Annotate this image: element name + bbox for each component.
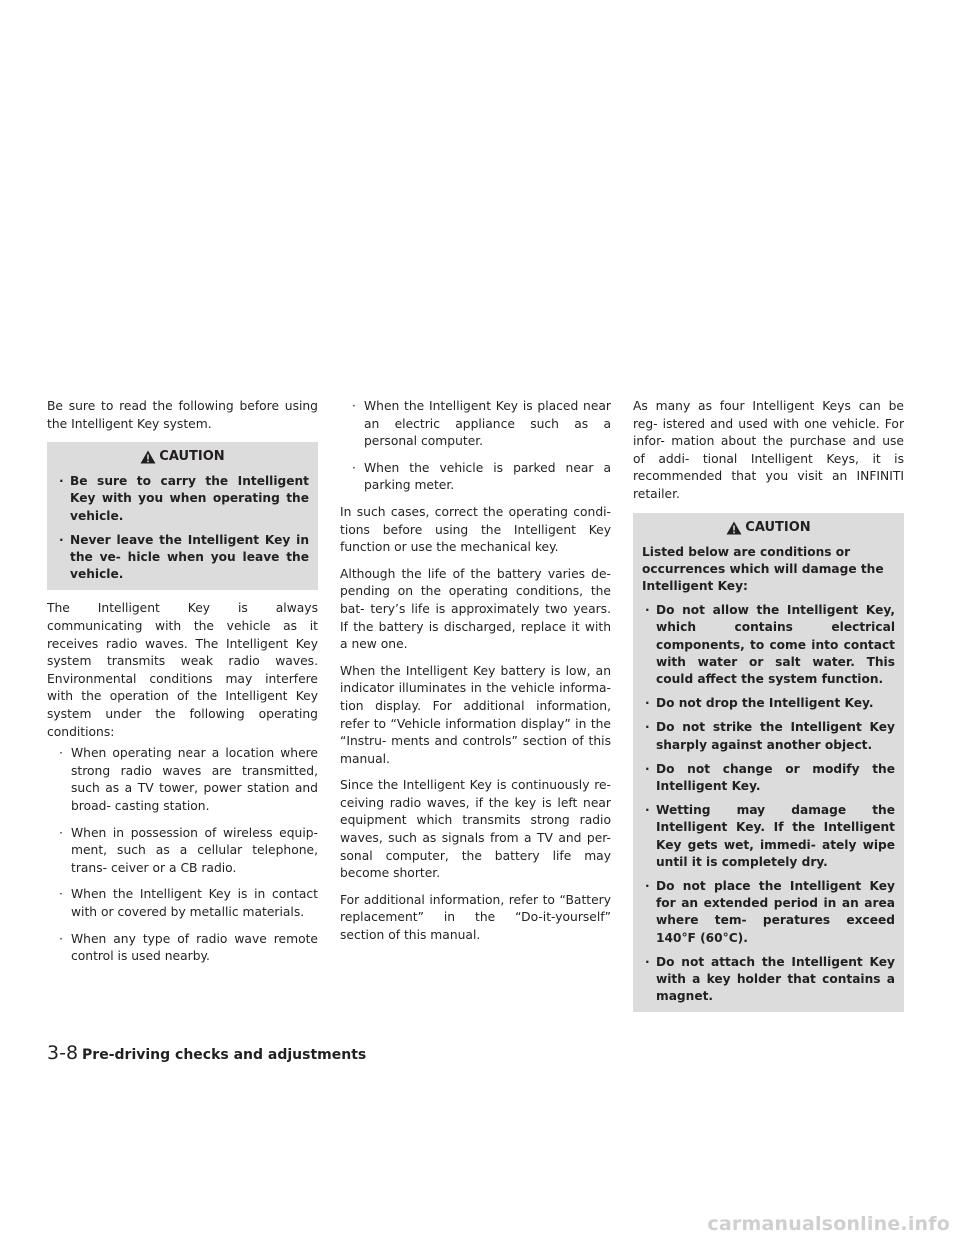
caution-box [47,442,318,590]
caution-title: CAUTION [159,449,225,465]
caution-heading [642,519,895,537]
body-paragraph: For additional information, refer to “Battery replacement” in the “Do-it-yourself” section of this manual. [340,892,611,943]
caution-item: · Do not change or modify the Intelligent Key. [645,761,895,793]
caution-heading [56,448,309,466]
list-item: · When any type of radio wave remote control is used nearby. [59,931,318,964]
caution-intro: Listed below are conditions or occurrences which will damage the Intelligent Key: [642,544,884,593]
list-item: · When the Intelligent Key is in contact with or covered by metallic materials. [59,887,318,919]
list-item: · When the Intelligent Key is placed near an electric appliance such as a personal computer. [352,399,611,449]
page-number: 3-8 [47,1042,79,1064]
caution-box [633,513,904,1013]
body-paragraph: When the Intelligent Key battery is low, an indicator illuminates in the vehicle informa- tion display. For additional information, refer to “Vehicle information display” in the “Instru- ments and controls” section of this manual. [340,663,611,766]
body-paragraph: The Intelligent Key is always communicating with the vehicle as it receives radio waves. The Intelligent Key system transmits weak radio waves. Environmental conditions may interfere with the operation of the Intelligent Key system under the following operating conditions: [47,601,318,739]
page-footer [47,1042,366,1064]
warning-triangle-icon [726,521,742,535]
body-paragraph: Since the Intelligent Key is continuously re- ceiving radio waves, if the key is left near equipment which transmits strong radio waves, such as signals from a TV and per- sonal computer, the battery life may become shorter. [340,778,611,881]
caution-title: CAUTION [745,519,811,535]
column-2 [340,398,611,954]
intro-paragraph: Be sure to read the following before using the Intelligent Key system. [47,399,318,431]
body-paragraph: In such cases, correct the operating condi- tions before using the Intelligent Key function or use the mechanical key. [340,504,611,555]
caution-item: · Do not allow the Intelligent Key, which contains electrical components, to come into contact with water or salt water. This could affect the system function. [645,603,895,686]
caution-item: · Do not place the Intelligent Key for an extended period in an area where tem- peratures exceed 140°F (60°C). [645,879,895,945]
caution-item: · Do not drop the Intelligent Key. [645,696,874,711]
column-1 [47,398,318,975]
list-item: · When in possession of wireless equip- ment, such as a cellular telephone, trans- ceiver or a CB radio. [59,825,318,875]
body-paragraph: Although the life of the battery varies de- pending on the operating conditions, the bat- tery’s life is approximately two years. If the battery is discharged, replace it with a new one. [340,566,611,652]
list-item: · When operating near a location where strong radio waves are transmitted, such as a TV tower, power station and broad- casting station. [59,746,318,813]
caution-item: · Never leave the Intelligent Key in the ve- hicle when you leave the vehicle. [59,532,309,582]
caution-item: · Do not strike the Intelligent Key sharply against another object. [645,720,895,752]
watermark-logo: carmanualsonline.info [707,1213,950,1235]
list-item: · When the vehicle is parked near a parking meter. [352,460,611,493]
caution-item: · Be sure to carry the Intelligent Key with you when operating the vehicle. [59,474,309,523]
warning-triangle-icon [140,450,156,464]
caution-item: · Do not attach the Intelligent Key with a key holder that contains a magnet. [645,954,895,1004]
section-title: Pre-driving checks and adjustments [82,1047,367,1063]
intro-paragraph: As many as four Intelligent Keys can be reg- istered and used with one vehicle. For infor- mation about the purchase and use of addi- tional Intelligent Keys, it is recommended that you visit an INFINITI retailer. [633,399,904,501]
caution-item: · Wetting may damage the Intelligent Key. If the Intelligent Key gets wet, immedi- ately wipe until it is completely dry. [645,803,895,869]
column-3 [633,398,904,1022]
